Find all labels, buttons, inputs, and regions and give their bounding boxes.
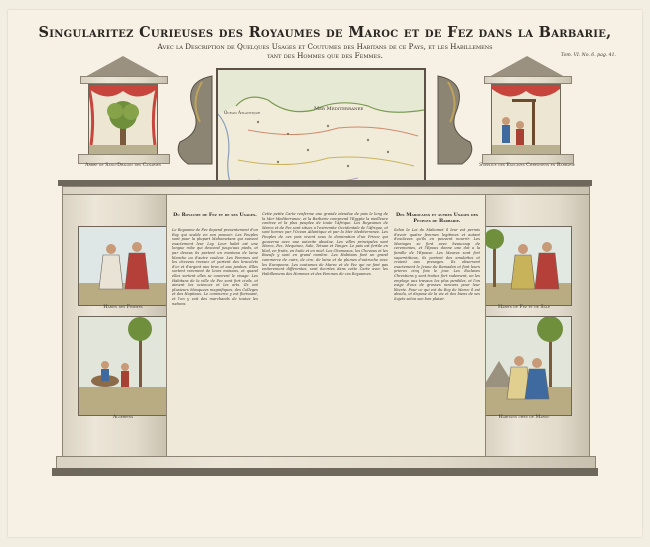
fez-sale-dress-picture xyxy=(478,226,572,306)
dragon-tree-illustration xyxy=(89,85,157,155)
page-title: Singularitez Curieuses des Royaumes de Maroc et de Fez dans la Barbarie, xyxy=(38,24,612,41)
caption-bottom-left: Algeriens xyxy=(112,415,134,420)
caption-top-left: Arbre de Sang-Dragon des Canaries xyxy=(85,163,161,168)
morocco-illustration xyxy=(479,317,571,415)
algerians-illustration xyxy=(79,317,169,415)
right-column-text: Selon la Loi de Mahomet il leur est permis d'avoir quatre femmes legitimes et autant d'esclaves qu'ils en peuvent nourrir. Les Mariages se font avec beaucoup de ceremonies, et l'Epoux donne une dot a la famille de l'Epouse. Les Maures sont fort superstitieux, ils portent des amulettes et croient aux presages. Ils observent exactement le Jeune du Ramadan et font leurs prieres cinq fois le jour. Les Esclaves Chrestiens y sont traitez fort rudement, on les employe aux travaux les plus penibles, et l'on exige d'eux de grosses rancons pour leur liberte. Pour ce qui est du Roy de Maroc il est absolu, et dispose de la vie et des biens de ses Sujets selon son bon plaisir. xyxy=(394,228,480,301)
left-scroll-ornament xyxy=(172,72,216,172)
left-column-heading: Du Royaume de Fez et de ses Usages. xyxy=(173,212,257,218)
map-ocean-label: Ocean Atlantique xyxy=(224,110,261,115)
left-tower-cornice xyxy=(80,76,168,84)
right-column-heading: Des Marocains et autres Usages des Peuples de Barbarie. xyxy=(395,212,479,224)
map-sea-label: Mer Mediterranee xyxy=(314,106,364,112)
caption-bottom-right: Habitans chez de Maroc xyxy=(498,415,550,420)
caption-top-right: Supplice des Esclaves Chrestiens en Barbarie xyxy=(479,163,575,168)
caption-mid-right: Habits de Fez et de Sale xyxy=(497,305,551,310)
tome-reference: Tom. VI. No. 6. pag. 41. xyxy=(560,53,616,58)
right-tower-cornice xyxy=(484,76,572,84)
left-tower-roof xyxy=(83,56,163,78)
women-illustration xyxy=(79,227,169,305)
women-dress-picture xyxy=(78,226,170,306)
subtitle-line-2: tant des Hommes que des Femmes. xyxy=(267,51,383,60)
right-tower-roof xyxy=(487,56,567,78)
base-plinth xyxy=(52,468,598,476)
slave-punishment-picture xyxy=(491,84,561,156)
right-scroll-ornament xyxy=(434,72,478,172)
punishment-illustration xyxy=(492,85,560,155)
subtitle-line-1: Avec la Description de Quelques Usages et Coutumes des Habitans de ce Pays, et les Habillemens xyxy=(157,42,493,51)
algerians-picture xyxy=(78,316,170,416)
center-column-text: Cette petite Carte renferme une grande etendue de pais le long de la Mer Mediterranee, et la Barbarie comprend l'Egypte la meilleure contree et la plus peuplee de toute l'Afrique. Les Royaumes de Maroc et de Fez sont situez a l'extremite Occidentale de l'Afrique, et sont bornez par l'Ocean Atlantique et par la Mer Mediterranee. Les Peuples de ces pais vivent sous la domination d'un Prince qui gouverne avec une autorite absolue. Les villes principales sont Maroc, Fez, Mequinez, Sale, Tetuan et Tanger. Le pais est fertile en bled, en fruits, en huile et en miel. Les Chameaux, les Chevaux et les Boeufs y sont en grand nombre. Les Habitans font un grand commerce de cuirs, de cire, de laine et de plumes d'autruche avec les Europeens. Les coutumes de Maroc et de Fez qui ne font pas entierement differentes, sont decrites dans cette Carte avec les Habillemens des Hommes et des Femmes de ces Royaumes. xyxy=(262,212,388,276)
left-column-text: Le Royaume de Fez depend presentement d'un Roy qui scalde en son pouvoir. Les Peuples sont pour la plupart Mahometans qui suivent exactement leur Loy. Leur habit est une longue robe qui descend jusqu'aux pieds, et par dessus ils portent un manteau de laine blanche ou d'autre couleur. Les Femmes ont les cheveux tressez et portent des bracelets d'or et d'argent aux bras et aux jambes. Elles sortent rarement de leurs maisons, et quand elles sortent elles se couvrent le visage. Les Habitans de la ville de Fez sont fort civils, et aiment les sciences et les arts. Ils ont plusieurs Mosquees magnifiques, des Colleges et des Hopitaux. Le commerce y est florissant, et l'on y voit des marchands de toutes les nations. xyxy=(172,228,258,306)
dragon-tree-picture xyxy=(88,84,158,156)
fez-sale-illustration xyxy=(479,227,571,305)
caption-mid-left: Habits des Femmes xyxy=(103,305,143,310)
morocco-inhabitants-picture xyxy=(478,316,572,416)
